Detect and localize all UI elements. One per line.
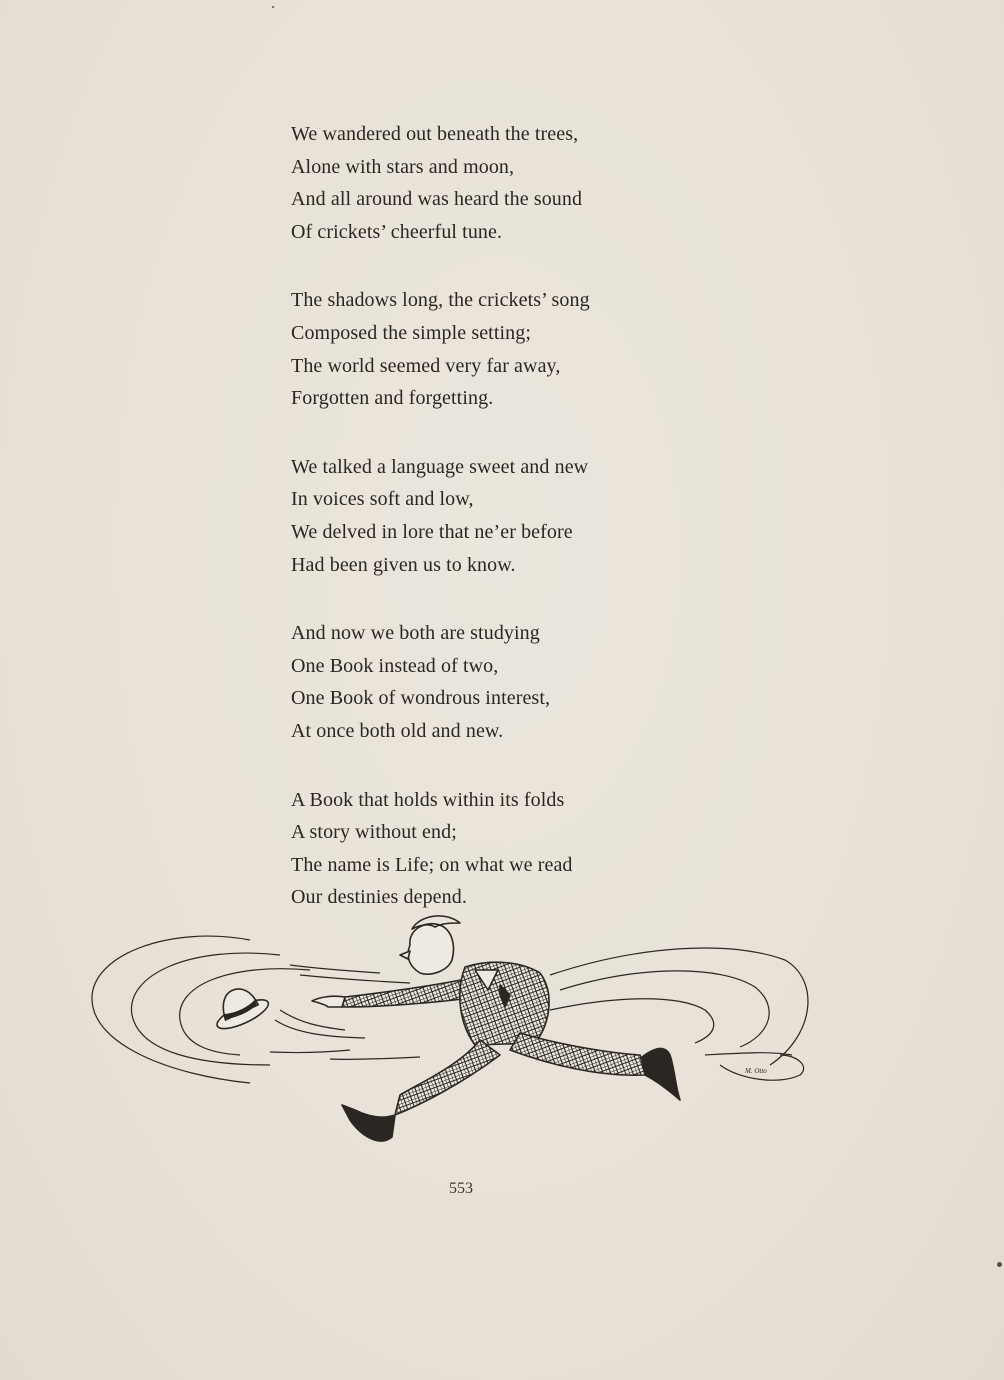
running-man <box>312 916 680 1141</box>
poem-line: A Book that holds within its folds <box>291 788 565 811</box>
page-number: 553 <box>449 1180 473 1197</box>
running-man-illustration <box>80 915 840 1165</box>
poem-line: A story without end; <box>291 821 457 844</box>
poem-line: The world seemed very far away, <box>291 354 561 377</box>
poem-line: Forgotten and forgetting. <box>291 387 494 410</box>
poem-line: Our destinies depend. <box>291 886 467 909</box>
poem-line: And all around was heard the sound <box>291 188 583 211</box>
poem <box>291 118 711 950</box>
poem-line: The name is Life; on what we read <box>291 853 573 876</box>
poem-line: Of crickets’ cheerful tune. <box>291 220 503 243</box>
poem-line: In voices soft and low, <box>291 488 474 511</box>
poem-line: The shadows long, the crickets’ song <box>291 289 590 312</box>
paper-speck <box>272 6 274 8</box>
poem-line: We delved in lore that ne’er before <box>291 520 573 543</box>
stanza-2 <box>291 284 711 414</box>
poem-line: One Book of wondrous interest, <box>291 687 551 710</box>
stanza-4 <box>291 617 711 747</box>
hat-icon <box>206 979 272 1034</box>
stanza-3 <box>291 451 711 581</box>
poem-line: And now we both are studying <box>291 622 540 645</box>
stanza-1 <box>291 118 711 248</box>
poem-line: We talked a language sweet and new <box>291 455 589 478</box>
artist-signature: M. Otto <box>745 1067 767 1075</box>
poem-line: Composed the simple setting; <box>291 321 532 344</box>
stanza-5 <box>291 784 711 914</box>
poem-line: We wandered out beneath the trees, <box>291 123 579 145</box>
poem-line: One Book instead of two, <box>291 654 499 677</box>
poem-line: At once both old and new. <box>291 719 504 742</box>
paper-speck <box>997 1262 1002 1267</box>
poem-line: Had been given us to know. <box>291 553 516 576</box>
poem-line: Alone with stars and moon, <box>291 155 515 178</box>
